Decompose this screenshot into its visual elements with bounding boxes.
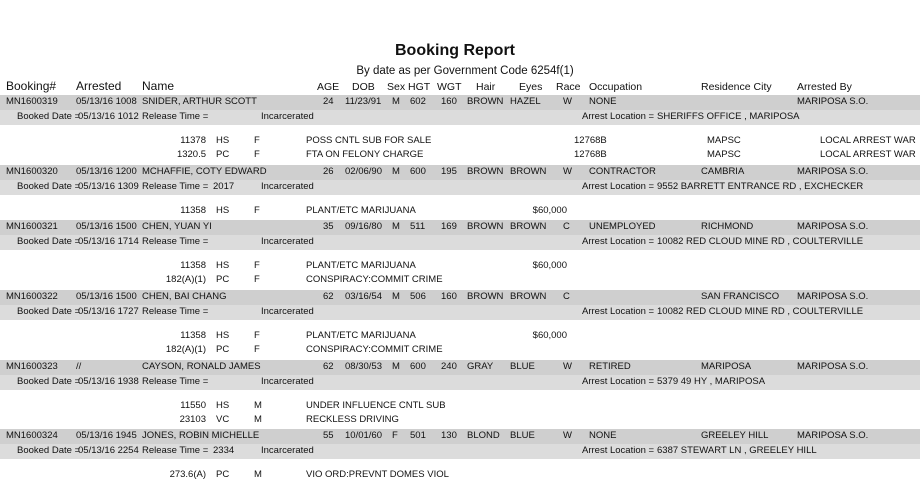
release-time-label: Release Time = [142, 376, 209, 387]
residence-city: GREELEY HILL [701, 430, 769, 441]
person-occupation: CONTRACTOR [589, 166, 656, 177]
report-subtitle: By date as per Government Code 6254f(1) [356, 65, 574, 77]
release-time-value: 2017 [213, 181, 235, 192]
person-occupation: UNEMPLOYED [589, 221, 656, 232]
col-race: Race [556, 81, 581, 93]
charge-code: 11378 [180, 135, 206, 146]
charge-level: F [254, 135, 260, 146]
charge-code: 11358 [180, 260, 206, 271]
person-weight: 130 [441, 430, 457, 441]
person-dob: 10/01/60 [345, 430, 382, 441]
charge-code: 182(A)(1) [165, 344, 206, 355]
person-race: W [563, 96, 572, 107]
column-header-row [0, 79, 920, 94]
charge-type: PC [216, 149, 230, 160]
arrested-datetime: 05/13/16 1500 [76, 221, 137, 232]
arrest-location-value: 5379 49 HY , MARIPOSA [657, 376, 766, 387]
custody-status: Incarcerated [261, 181, 314, 192]
person-hair: BROWN [467, 291, 504, 302]
charge-description: UNDER INFLUENCE CNTL SUB [306, 400, 446, 411]
charge-description: PLANT/ETC MARIJUANA [306, 205, 416, 216]
record-main-band [0, 95, 920, 110]
charge-code: 23103 [179, 414, 206, 425]
col-hgt: HGT [408, 81, 431, 93]
booked-date-value: 05/13/16 1012 [78, 111, 139, 122]
charge-code: 11358 [180, 205, 206, 216]
person-height: 600 [410, 361, 426, 372]
arrested-by: MARIPOSA S.O. [797, 430, 869, 441]
col-age: AGE [317, 81, 340, 93]
charge-warrant: 12768B [574, 135, 607, 146]
col-arrested-by: Arrested By [797, 81, 852, 93]
col-residence-city: Residence City [701, 81, 772, 93]
person-sex: M [392, 96, 400, 107]
custody-status: Incarcerated [261, 306, 314, 317]
charge-row [0, 274, 920, 288]
person-race: W [563, 361, 572, 372]
charge-bail: $60,000 [532, 260, 567, 271]
person-occupation: NONE [589, 96, 617, 107]
charge-row [0, 330, 920, 344]
custody-status: Incarcerated [261, 376, 314, 387]
charge-code: 1320.5 [176, 149, 206, 160]
charge-level: F [254, 330, 260, 341]
charge-description: VIO ORD:PREVNT DOMES VIOL [306, 469, 449, 480]
arrested-datetime: 05/13/16 1500 [76, 291, 137, 302]
custody-status: Incarcerated [261, 111, 314, 122]
person-occupation: NONE [589, 430, 617, 441]
person-dob: 02/06/90 [345, 166, 382, 177]
person-hair: BROWN [467, 96, 504, 107]
person-age: 62 [323, 361, 334, 372]
release-time-label: Release Time = [142, 111, 209, 122]
person-name: SNIDER, ARTHUR SCOTT [142, 96, 257, 107]
booked-date-label: Booked Date = [17, 445, 81, 456]
residence-city: MARIPOSA [701, 361, 752, 372]
charge-description: CONSPIRACY:COMMIT CRIME [306, 344, 443, 355]
booking-number: MN1600320 [6, 166, 58, 177]
person-race: C [563, 221, 570, 232]
col-wgt: WGT [437, 81, 462, 93]
charge-level: M [254, 469, 262, 480]
charge-agency: MAPSC [707, 135, 741, 146]
person-dob: 09/16/80 [345, 221, 382, 232]
col-arrested: Arrested [76, 79, 122, 93]
charge-code: 273.6(A) [169, 469, 206, 480]
booking-number: MN1600321 [6, 221, 58, 232]
person-weight: 195 [441, 166, 457, 177]
person-name: CHEN, BAI CHANG [142, 291, 227, 302]
charge-level: F [254, 149, 260, 160]
charge-code: 11358 [180, 330, 206, 341]
person-height: 506 [410, 291, 426, 302]
arrest-location-label: Arrest Location = [582, 306, 655, 317]
person-weight: 160 [441, 96, 457, 107]
charge-note: LOCAL ARREST WAR [820, 149, 916, 160]
person-sex: F [392, 430, 398, 441]
arrest-location-label: Arrest Location = [582, 111, 655, 122]
charge-level: F [254, 274, 260, 285]
arrested-datetime: 05/13/16 1945 [76, 430, 137, 441]
booked-date-value: 05/13/16 1714 [78, 236, 139, 247]
col-eyes: Eyes [519, 81, 543, 93]
col-booking: Booking# [6, 79, 57, 93]
person-name: CHEN, YUAN YI [142, 221, 212, 232]
person-age: 55 [323, 430, 334, 441]
charge-row [0, 400, 920, 414]
arrested-by: MARIPOSA S.O. [797, 166, 869, 177]
person-eyes: BLUE [510, 430, 535, 441]
residence-city: CAMBRIA [701, 166, 745, 177]
charge-description: FTA ON FELONY CHARGE [306, 149, 424, 160]
arrested-by: MARIPOSA S.O. [797, 96, 869, 107]
arrest-location-label: Arrest Location = [582, 236, 655, 247]
charge-type: HS [216, 400, 230, 411]
arrested-datetime: // [76, 361, 82, 372]
charge-row [0, 135, 920, 149]
person-name: MCHAFFIE, COTY EDWARD [142, 166, 267, 177]
arrested-by: MARIPOSA S.O. [797, 221, 869, 232]
arrest-location-value: 10082 RED CLOUD MINE RD , COULTERVILLE [657, 306, 864, 317]
charge-warrant: 12768B [574, 149, 607, 160]
record-main-band [0, 360, 920, 375]
booked-date-label: Booked Date = [17, 376, 81, 387]
person-dob: 03/16/54 [345, 291, 382, 302]
booked-date-value: 05/13/16 2254 [78, 445, 139, 456]
charge-description: CONSPIRACY:COMMIT CRIME [306, 274, 443, 285]
booking-record [0, 290, 920, 360]
charge-type: VC [216, 414, 230, 425]
charge-level: F [254, 205, 260, 216]
charge-level: F [254, 344, 260, 355]
charge-level: F [254, 260, 260, 271]
charge-type: HS [216, 260, 230, 271]
person-eyes: BROWN [510, 221, 547, 232]
charge-row [0, 344, 920, 358]
person-sex: M [392, 291, 400, 302]
charge-type: PC [216, 469, 230, 480]
arrest-location-label: Arrest Location = [582, 445, 655, 456]
person-occupation: RETIRED [589, 361, 631, 372]
person-age: 62 [323, 291, 334, 302]
arrested-datetime: 05/13/16 1008 [76, 96, 137, 107]
charge-note: LOCAL ARREST WAR [820, 135, 916, 146]
arrested-datetime: 05/13/16 1200 [76, 166, 137, 177]
person-height: 600 [410, 166, 426, 177]
record-main-band [0, 220, 920, 235]
person-eyes: BROWN [510, 291, 547, 302]
charge-code: 11550 [180, 400, 206, 411]
booked-date-label: Booked Date = [17, 306, 81, 317]
charge-row [0, 149, 920, 163]
person-age: 24 [323, 96, 334, 107]
booking-number: MN1600322 [6, 291, 58, 302]
charge-type: HS [216, 330, 230, 341]
booked-date-label: Booked Date = [17, 111, 81, 122]
charge-agency: MAPSC [707, 149, 741, 160]
booked-date-label: Booked Date = [17, 236, 81, 247]
booking-record [0, 95, 920, 165]
col-name: Name [142, 79, 175, 93]
person-hair: BLOND [467, 430, 500, 441]
booking-number: MN1600319 [6, 96, 58, 107]
charge-row [0, 260, 920, 274]
booking-record [0, 429, 920, 499]
record-main-band [0, 290, 920, 305]
person-weight: 160 [441, 291, 457, 302]
release-time-label: Release Time = [142, 445, 209, 456]
booked-date-value: 05/13/16 1727 [78, 306, 139, 317]
person-sex: M [392, 166, 400, 177]
booking-record [0, 360, 920, 430]
custody-status: Incarcerated [261, 445, 314, 456]
arrest-location-label: Arrest Location = [582, 181, 655, 192]
person-name: JONES, ROBIN MICHELLE [142, 430, 260, 441]
person-dob: 11/23/91 [345, 96, 382, 107]
person-eyes: BROWN [510, 166, 547, 177]
person-height: 602 [410, 96, 426, 107]
person-weight: 240 [441, 361, 457, 372]
arrested-by: MARIPOSA S.O. [797, 291, 869, 302]
person-dob: 08/30/53 [345, 361, 382, 372]
person-hair: BROWN [467, 166, 504, 177]
release-time-label: Release Time = [142, 236, 209, 247]
person-sex: M [392, 221, 400, 232]
charge-level: M [254, 414, 262, 425]
col-occupation: Occupation [589, 81, 643, 93]
person-hair: BROWN [467, 221, 504, 232]
arrest-location-value: 6387 STEWART LN , GREELEY HILL [657, 445, 817, 456]
booked-date-value: 05/13/16 1938 [78, 376, 139, 387]
person-eyes: BLUE [510, 361, 535, 372]
charge-row [0, 414, 920, 428]
person-sex: M [392, 361, 400, 372]
col-hair: Hair [476, 81, 496, 93]
charge-description: POSS CNTL SUB FOR SALE [306, 135, 432, 146]
custody-status: Incarcerated [261, 236, 314, 247]
record-main-band [0, 429, 920, 444]
charge-bail: $60,000 [532, 330, 567, 341]
person-age: 26 [323, 166, 334, 177]
booked-date-label: Booked Date = [17, 181, 81, 192]
col-sex: Sex [387, 81, 406, 93]
charge-bail: $60,000 [532, 205, 567, 216]
charge-type: HS [216, 135, 230, 146]
person-hair: GRAY [467, 361, 494, 372]
record-main-band [0, 165, 920, 180]
charge-description: RECKLESS DRIVING [306, 414, 399, 425]
arrest-location-value: 9552 BARRETT ENTRANCE RD , EXCHECKER [657, 181, 864, 192]
charge-level: M [254, 400, 262, 411]
charge-code: 182(A)(1) [165, 274, 206, 285]
charge-row [0, 469, 920, 483]
charge-description: PLANT/ETC MARIJUANA [306, 260, 416, 271]
charge-row [0, 205, 920, 219]
release-time-value: 2334 [213, 445, 235, 456]
person-race: C [563, 291, 570, 302]
release-time-label: Release Time = [142, 181, 209, 192]
booking-number: MN1600324 [6, 430, 58, 441]
arrest-location-label: Arrest Location = [582, 376, 655, 387]
person-age: 35 [323, 221, 334, 232]
person-race: W [563, 430, 572, 441]
col-dob: DOB [352, 81, 375, 93]
person-height: 511 [410, 221, 426, 232]
booking-record [0, 220, 920, 290]
residence-city: SAN FRANCISCO [701, 291, 780, 302]
release-time-label: Release Time = [142, 306, 209, 317]
report-title: Booking Report [395, 42, 515, 59]
charge-type: PC [216, 274, 230, 285]
person-eyes: HAZEL [510, 96, 541, 107]
person-weight: 169 [441, 221, 457, 232]
arrest-location-value: SHERIFFS OFFICE , MARIPOSA [657, 111, 800, 122]
booked-date-value: 05/13/16 1309 [78, 181, 139, 192]
booking-number: MN1600323 [6, 361, 58, 372]
arrest-location-value: 10082 RED CLOUD MINE RD , COULTERVILLE [657, 236, 864, 247]
charge-description: PLANT/ETC MARIJUANA [306, 330, 416, 341]
charge-type: PC [216, 344, 230, 355]
person-height: 501 [410, 430, 426, 441]
arrested-by: MARIPOSA S.O. [797, 361, 869, 372]
person-race: W [563, 166, 572, 177]
residence-city: RICHMOND [701, 221, 754, 232]
person-name: CAYSON, RONALD JAMES [142, 361, 261, 372]
charge-type: HS [216, 205, 230, 216]
